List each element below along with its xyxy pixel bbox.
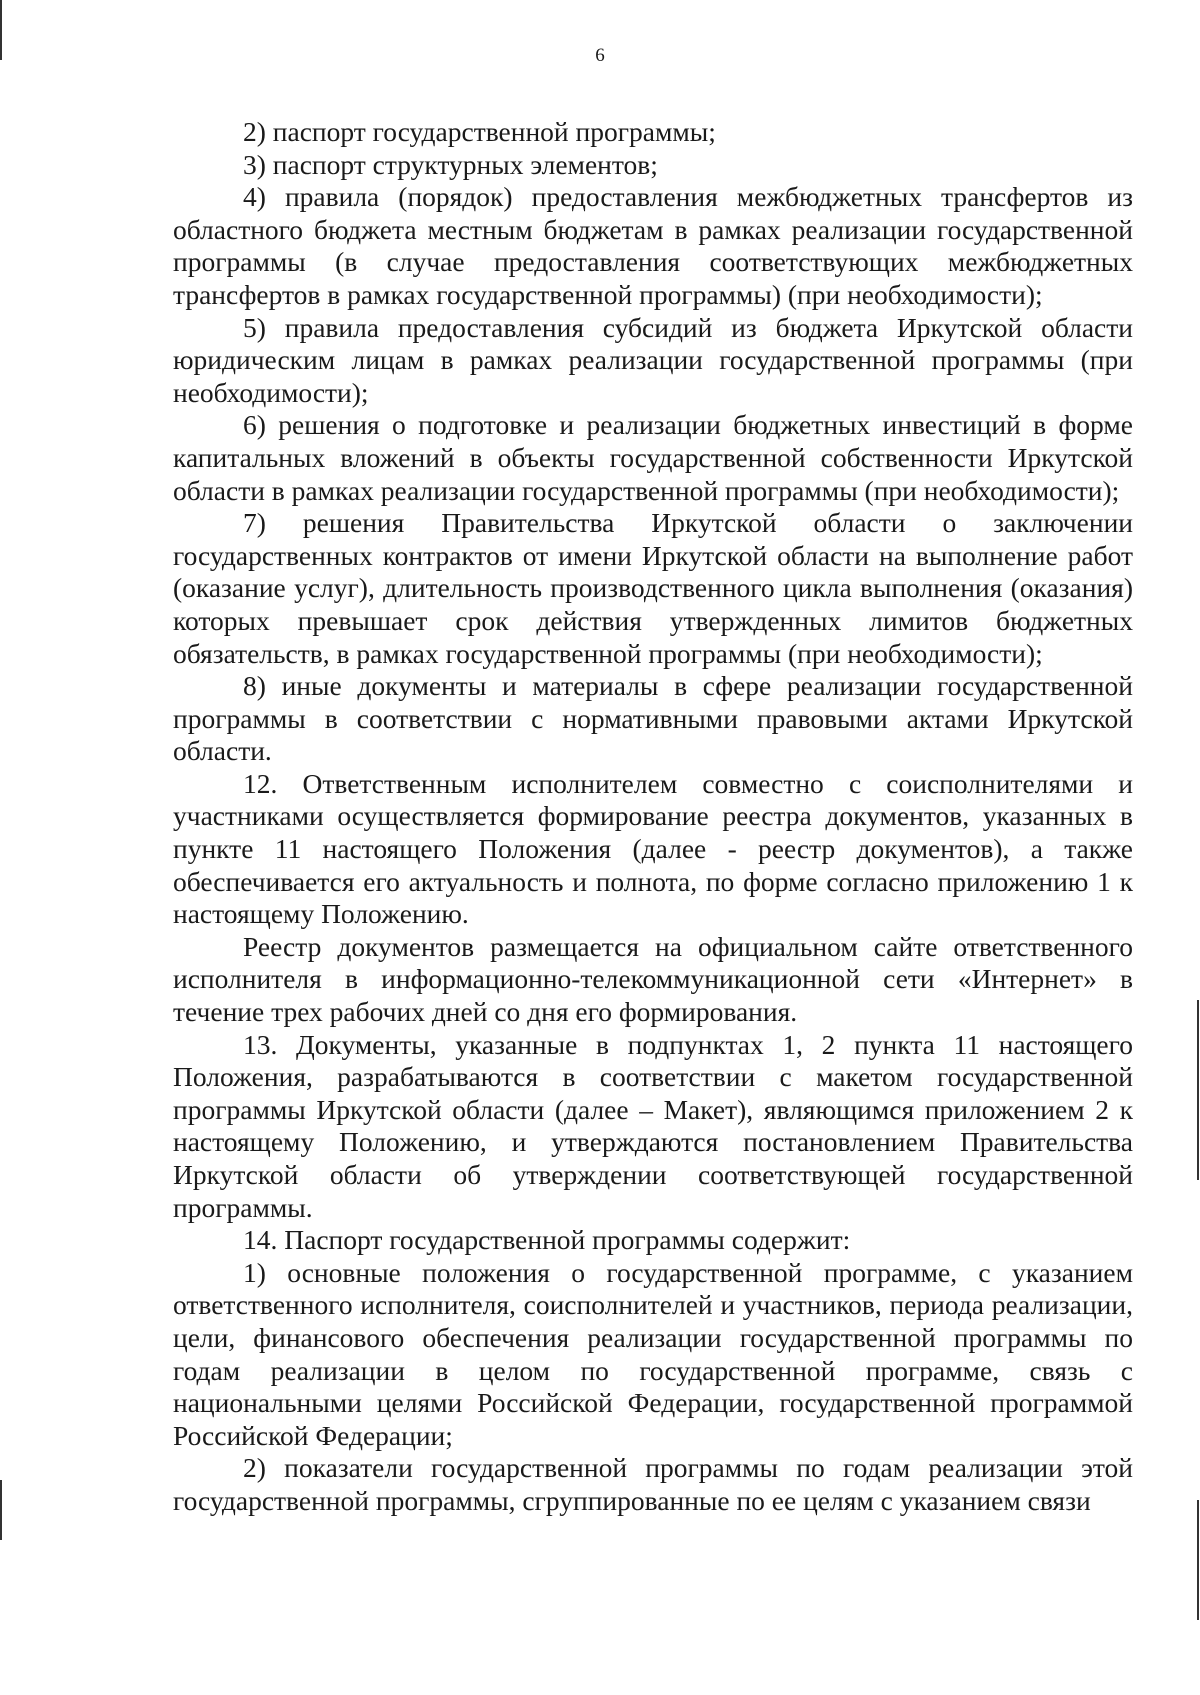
scan-edge-mark <box>0 1480 2 1540</box>
paragraph-clause-13: 13. Документы, указанные в подпунктах 1, 2 пункта 11 настоящего Положения, разрабатываются в соответствии с макетом государственной программы Иркутской области (далее – Макет), являющимся приложением 2 к настоящему Положению, и утверждаются постановлением Правительства Иркутской области об утверждении соответствующей государственной программы. <box>173 1028 1133 1223</box>
paragraph-item-5: 5) правила предоставления субсидий из бюджета Иркутской области юридическим лицам в рамках реализации государственной программы (при необходимости); <box>173 311 1133 408</box>
page-number: 6 <box>595 45 605 66</box>
paragraph-clause-14-item-2: 2) показатели государственной программы по годам реализации этой государственной программы, сгруппированные по ее целям с указанием связи <box>173 1452 1133 1516</box>
paragraph-item-8: 8) иные документы и материалы в сфере реализации государственной программы в соответствии с нормативными правовыми актами Иркутской области. <box>173 670 1133 767</box>
paragraph-item-6: 6) решения о подготовке и реализации бюджетных инвестиций в форме капитальных вложений в объекты государственной собственности Иркутской области в рамках реализации государственной программы (при необходимости); <box>173 409 1133 506</box>
document-body <box>173 116 1133 1518</box>
paragraph-clause-12: 12. Ответственным исполнителем совместно с соисполнителями и участниками осуществляется формирование реестра документов, указанных в пункте 11 настоящего Положения (далее - реестр документов), а также обеспечивается его актуальность и полнота, по форме согласно приложению 1 к настоящему Положению. <box>173 767 1133 930</box>
paragraph-item-3: 3) паспорт структурных элементов; <box>243 148 658 180</box>
paragraph-item-4: 4) правила (порядок) предоставления межбюджетных трансфертов из областного бюджета местным бюджетам в рамках реализации государственной программы (в случае предоставления соответствующих межбюджетных трансфертов в рамках государственной программы) (при необходимости); <box>173 181 1133 310</box>
paragraph-clause-14-item-1: 1) основные положения о государственной программе, с указанием ответственного исполнителя, соисполнителей и участников, периода реализации, цели, финансового обеспечения реализации государственной программы по годам реализации в целом по государственной программе, связь с национальными целями Российской Федерации, государственной программой Российской Федерации; <box>173 1256 1133 1451</box>
paragraph-item-2: 2) паспорт государственной программы; <box>243 116 716 147</box>
paragraph-registry: Реестр документов размещается на официальном сайте ответственного исполнителя в информационно-телекоммуникационной сети «Интернет» в течение трех рабочих дней со дня его формирования. <box>173 930 1133 1028</box>
paragraph-clause-14: 14. Паспорт государственной программы содержит: <box>243 1224 851 1256</box>
paragraph-item-7: 7) решения Правительства Иркутской области о заключении государственных контрактов от имени Иркутской области на выполнение работ (оказание услуг), длительность производственного цикла выполнения (оказания) которых превышает срок действия утвержденных лимитов бюджетных обязательств, в рамках государственной программы (при необходимости); <box>173 507 1133 669</box>
scan-edge-mark <box>1197 1000 1199 1180</box>
scan-edge-mark <box>1197 1500 1199 1620</box>
